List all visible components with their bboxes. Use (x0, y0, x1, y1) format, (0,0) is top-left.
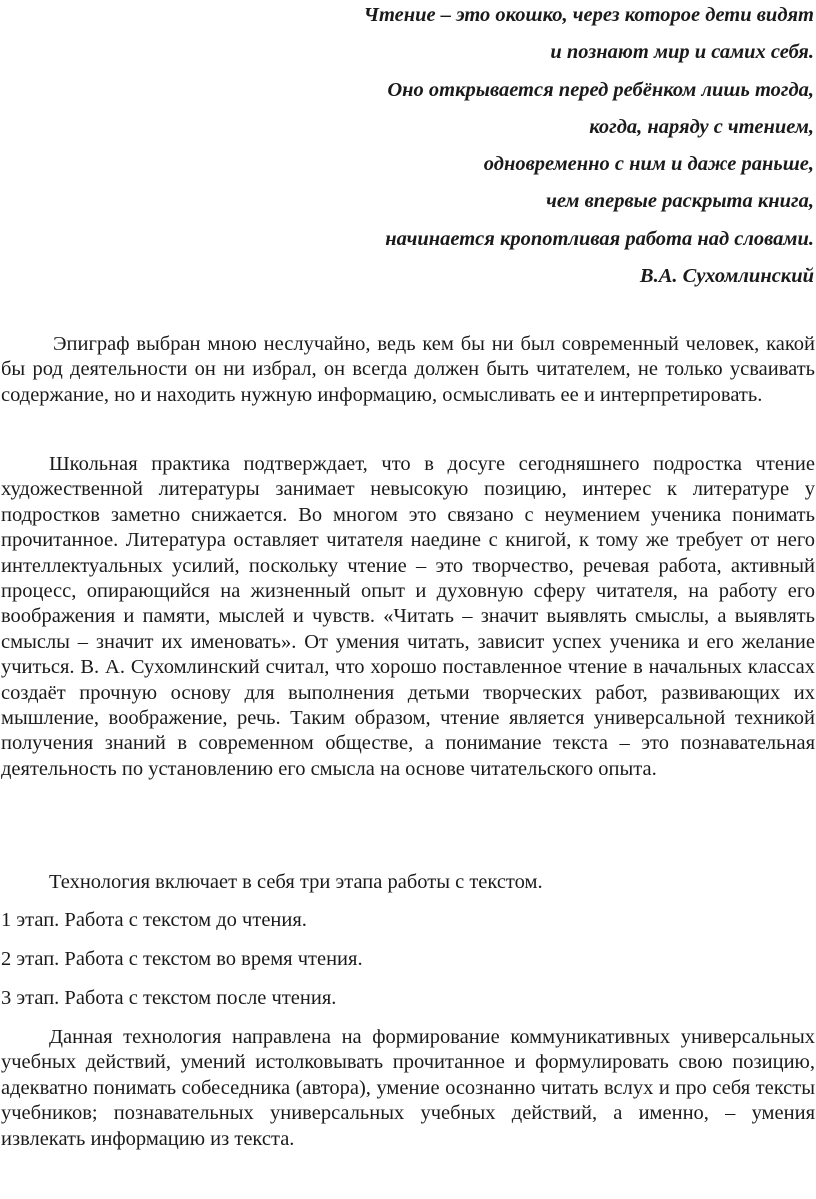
epigraph-line: Чтение – это окошко, через которое дети видят (363, 4, 814, 26)
technology-paragraph: Технология включает в себя три этапа работы с текстом. (49, 871, 543, 893)
stage-item: 3 этап. Работа с текстом после чтения. (1, 987, 337, 1009)
epigraph-line: когда, наряду с чтением, (589, 115, 814, 138)
epigraph-line: одновременно с ним и даже раньше, (483, 153, 814, 176)
epigraph-author: В.А. Сухомлинский (639, 265, 814, 288)
epigraph-line: и познают мир и самих себя. (550, 41, 814, 64)
epigraph-line: чем впервые раскрыта книга, (546, 190, 814, 213)
intro-paragraph: Эпиграф выбран мною неслучайно, ведь кем бы ни был современный человек, какой бы род деятельности он ни избрал, он всегда должен быть читателем, не только усваивать содержание, но и находить нужную информацию, осмысливать ее и интерпретировать. (1, 333, 815, 406)
epigraph (114, 4, 814, 302)
epigraph-line: Оно открывается перед ребёнком лишь тогда, (387, 78, 814, 101)
stage-item: 1 этап. Работа с текстом до чтения. (1, 909, 307, 931)
stage-item: 2 этап. Работа с текстом во время чтения. (1, 948, 363, 970)
conclusion-paragraph: Данная технология направлена на формирование коммуникативных универсальных учебных действий, умений истолковывать прочитанное и формулировать свою позицию, адекватно понимать собеседника (автора), умение осознанно читать вслух и про себя тексты учебников; познавательных универсальных учебных действий, а именно, – умения извлекать информацию из текста. (1, 1026, 815, 1150)
epigraph-line: начинается кропотливая работа над словами. (385, 227, 814, 250)
practice-paragraph: Школьная практика подтверждает, что в досуге сегодняшнего подростка чтение художественной литературы занимает невысокую позицию, интерес к литературе у подростков заметно снижается. Во многом это связано с неумением ученика понимать прочитанное. Литература оставляет читателя наедине с книгой, к тому же требует от него интеллектуальных усилий, поскольку чтение – это творчество, речевая работа, активный процесс, опирающийся на жизненный опыт и духовную сферу читателя, на работу его воображения и памяти, мыслей и чувств. «Читать – значит выявлять смыслы, а выявлять смыслы – значит их именовать». От умения читать, зависит успех ученика и его желание учиться. В. А. Сухомлинский считал, что хорошо поставленное чтение в начальных классах создаёт прочную основу для выполнения детьми творческих работ, развивающих их мышление, воображение, речь. Таким образом, чтение является универсальной техникой получения знаний в современном обществе, а понимание текста – это познавательная деятельность по установлению его смысла на основе читательского опыта. (1, 453, 815, 780)
